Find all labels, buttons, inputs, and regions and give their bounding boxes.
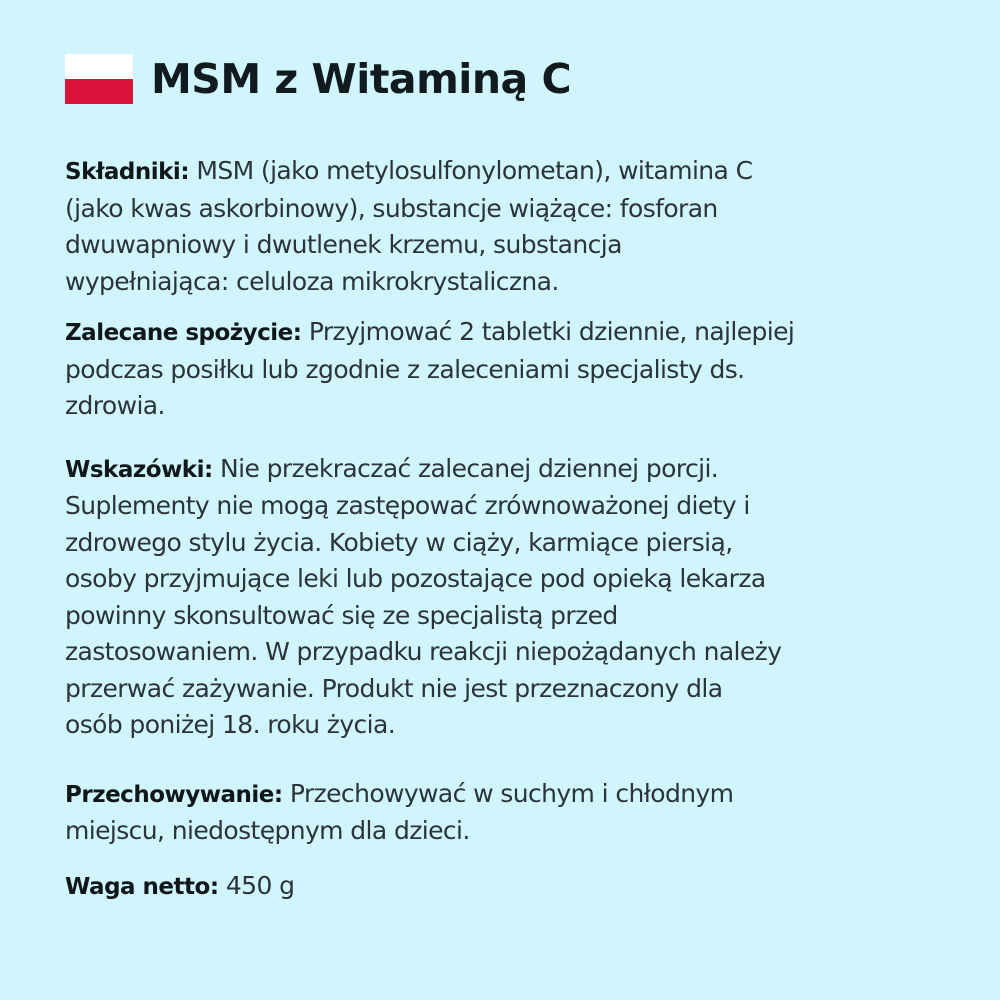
warnings-label: Wskazówki: — [65, 456, 213, 483]
recommended-use-label: Zalecane spożycie: — [65, 320, 302, 346]
poland-flag-icon — [65, 54, 133, 104]
storage-text: Przechowywać w suchym i chłodnym miejscu, niedostępnym dla dzieci. — [65, 778, 734, 845]
flag-white-stripe — [65, 54, 133, 79]
net-weight-section — [65, 868, 945, 906]
storage-section — [65, 776, 945, 850]
product-info — [65, 153, 945, 905]
ingredients-section — [65, 153, 945, 300]
recommended-use-text: Przyjmować 2 tabletki dziennie, najlepiej podczas posiłku lub zgodnie z zaleceniami specjalisty ds. zdrowia. — [65, 317, 795, 420]
product-title: MSM z Witaminą C — [151, 55, 572, 103]
warnings-text: Nie przekraczać zalecanej dziennej porcji. Suplementy nie mogą zastępować zrównoważonej diety i zdrowego stylu życia. Kobiety w ciąży, karmiące piersią, osoby przyjmujące leki lub pozostające pod opieką lekarza powinny skonsultować się ze specjalistą przed zastosowaniem. W przypadku reakcji niepożądanych należy przerwać zażywanie. Produkt nie jest przeznaczony dla osób poniżej 18. roku życia. — [65, 453, 782, 739]
net-weight-label: Waga netto: — [65, 873, 219, 900]
warnings-section — [65, 451, 945, 744]
storage-label: Przechowywanie: — [65, 781, 283, 808]
ingredients-label: Składniki: — [65, 159, 190, 185]
flag-red-stripe — [65, 79, 133, 104]
header — [65, 50, 571, 108]
ingredients-text: MSM (jako metylosulfonylometan), witamina C (jako kwas askorbinowy), substancje wiążące: fosforan dwuwapniowy i dwutlenek krzemu, substancja wypełniająca: celuloza mikrokrystaliczna. — [65, 156, 753, 296]
recommended-use-section — [65, 314, 945, 425]
net-weight-value: 450 g — [218, 870, 295, 900]
